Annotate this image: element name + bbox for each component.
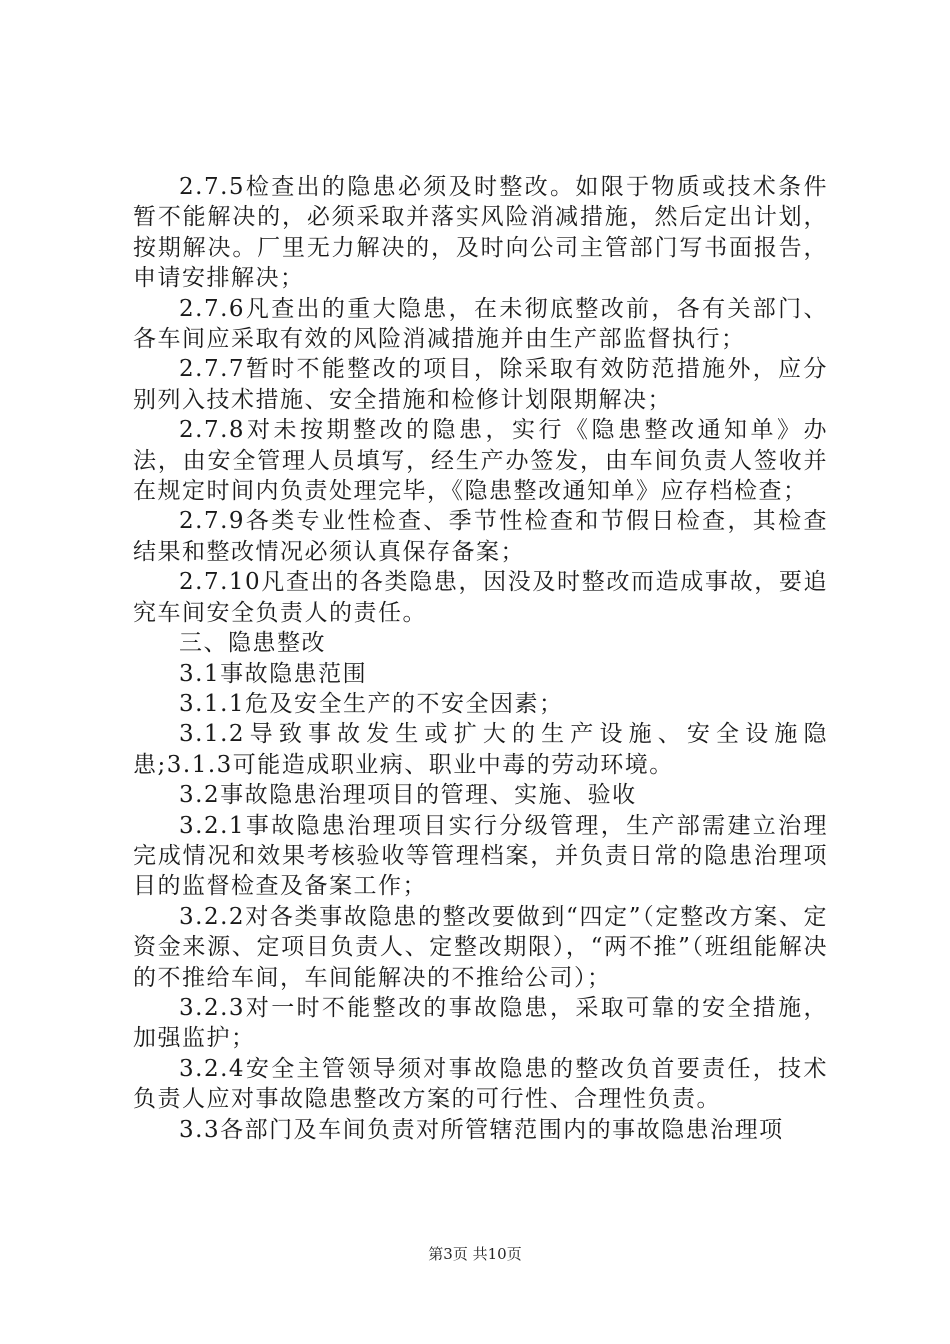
paragraph-3-2-2: 3.2.2对各类事故隐患的整改要做到“四定”（定整改方案、定资金来源、定项目负责人、定整改期限），“两不推”（班组能解决的不推给车间，车间能解决的不推给公司）；: [133, 903, 828, 991]
paragraph-3-2-4: 3.2.4安全主管领导须对事故隐患的整改负首要责任，技术负责人应对事故隐患整改方案的可行性、合理性负责。: [133, 1055, 828, 1113]
paragraph-2-7-9: 2.7.9各类专业性检查、季节性检查和节假日检查，其检查结果和整改情况必须认真保存备案；: [133, 508, 828, 565]
subsection-heading-3-2: 3.2事故隐患治理项目的管理、实施、验收: [179, 782, 637, 809]
page-footer: 第3页 共10页: [428, 1245, 522, 1263]
section-heading-3: 三、隐患整改: [179, 630, 326, 657]
paragraph-3-2-1: 3.2.1事故隐患治理项目实行分级管理，生产部需建立治理完成情况和效果考核验收等管理档案，并负责日常的隐患治理项目的监督检查及备案工作；: [133, 812, 828, 900]
paragraph-3-2-3: 3.2.3对一时不能整改的事故隐患，采取可靠的安全措施，加强监护；: [133, 994, 828, 1052]
paragraph-2-7-7: 2.7.7暂时不能整改的项目，除采取有效防范措施外，应分别列入技术措施、安全措施和检修计划限期解决；: [133, 356, 828, 413]
paragraph-3-1-2: 3.1.2导致事故发生或扩大的生产设施、安全设施隐患;3.1.3可能造成职业病、职业中毒的劳动环境。: [133, 721, 828, 778]
paragraph-3-3: 3.3各部门及车间负责对所管辖范围内的事故隐患治理项: [179, 1116, 784, 1143]
paragraph-3-1-1: 3.1.1危及安全生产的不安全因素；: [179, 690, 564, 717]
subsection-heading-3-1: 3.1事故隐患范围: [179, 660, 368, 687]
paragraph-2-7-10: 2.7.10凡查出的各类隐患，因没及时整改而造成事故，要追究车间安全负责人的责任。: [133, 569, 828, 626]
paragraph-2-7-6: 2.7.6凡查出的重大隐患，在未彻底整改前，各有关部门、各车间应采取有效的风险消减措施并由生产部监督执行；: [133, 295, 828, 353]
paragraph-2-7-5: 2.7.5检查出的隐患必须及时整改。如限于物质或技术条件暂不能解决的，必须采取并落实风险消减措施，然后定出计划，按期解决。厂里无力解决的，及时向公司主管部门写书面报告，申请安排解决；: [133, 174, 828, 292]
document-body: [133, 172, 828, 1145]
paragraph-2-7-8: 2.7.8对未按期整改的隐患，实行《隐患整改通知单》办法，由安全管理人员填写，经生产办签发，由车间负责人签收并在规定时间内负责处理完毕，《隐患整改通知单》应存档检查；: [133, 417, 828, 505]
